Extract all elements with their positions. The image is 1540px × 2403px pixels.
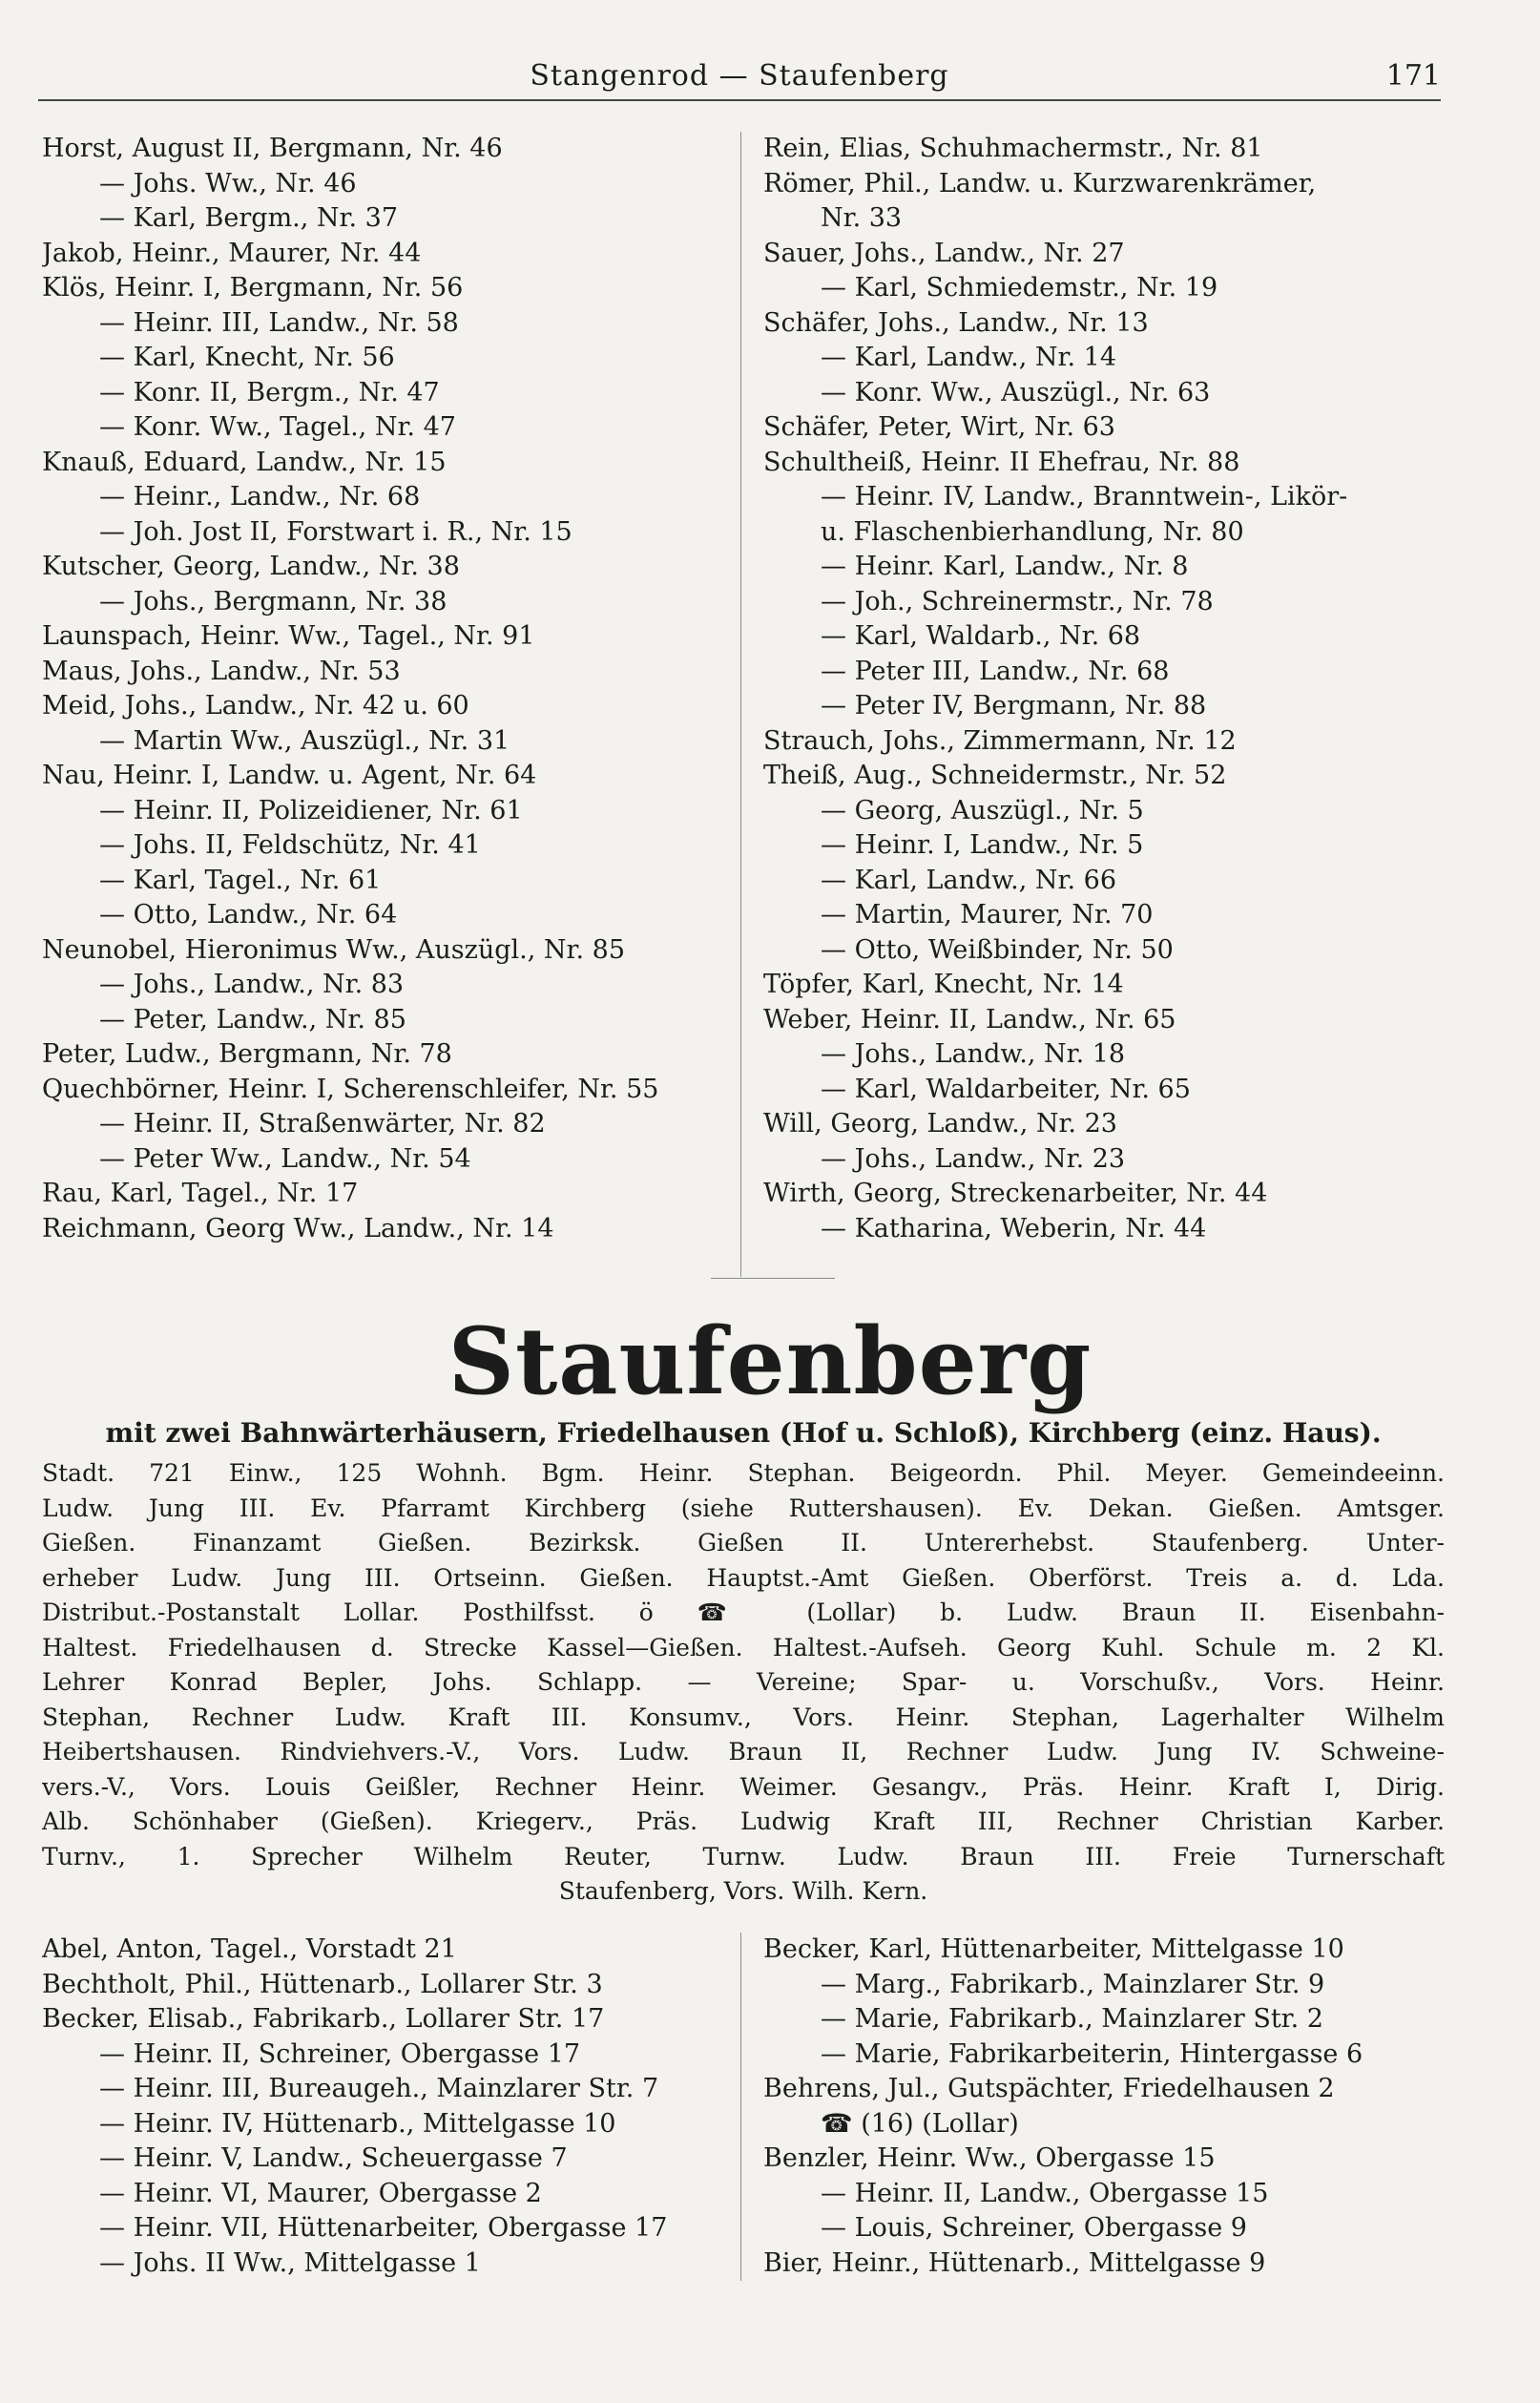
- list-item: — Heinr. IV, Hüttenarb., Mittelgasse 10: [99, 2108, 616, 2139]
- list-item: Nau, Heinr. I, Landw. u. Agent, Nr. 64: [42, 761, 537, 790]
- list-item: — Georg, Auszügl., Nr. 5: [821, 795, 1144, 825]
- list-item: Töpfer, Karl, Knecht, Nr. 14: [763, 970, 1124, 999]
- list-item: — Louis, Schreiner, Obergasse 9: [821, 2213, 1247, 2243]
- list-item: Launspach, Heinr. Ww., Tagel., Nr. 91: [42, 621, 535, 651]
- list-item: — Johs. II, Feldschütz, Nr. 41: [99, 830, 481, 860]
- list-item: — Heinr., Landw., Nr. 68: [99, 482, 421, 512]
- list-item: — Johs., Landw., Nr. 18: [821, 1039, 1126, 1069]
- list-item: Römer, Phil., Landw. u. Kurzwarenkrämer,: [763, 168, 1317, 199]
- list-item: — Martin Ww., Auszügl., Nr. 31: [99, 725, 510, 756]
- list-item: Becker, Elisab., Fabrikarb., Lollarer Str. 17: [42, 2004, 605, 2034]
- list-item: Schäfer, Johs., Landw., Nr. 13: [763, 307, 1149, 338]
- list-item: — Marie, Fabrikarbeiterin, Hintergasse 6: [821, 2038, 1363, 2069]
- list-item: Meid, Johs., Landw., Nr. 42 u. 60: [42, 691, 469, 721]
- list-item: — Heinr. VII, Hüttenarbeiter, Obergasse 17: [99, 2213, 668, 2243]
- list-item: — Heinr. Karl, Landw., Nr. 8: [821, 552, 1189, 581]
- paragraph-line: vers.-V., Vors. Louis Geißler, Rechner Heinr. Weimer. Gesangv., Präs. Heinr. Kraft I, Dirig.: [42, 1772, 1445, 1801]
- list-item: Nr. 33: [821, 203, 903, 233]
- list-item: Wirth, Georg, Streckenarbeiter, Nr. 44: [763, 1179, 1268, 1208]
- top-right-column: [763, 132, 1450, 1246]
- list-item: Strauch, Johs., Zimmermann, Nr. 12: [763, 725, 1237, 756]
- column-divider-bottom: [740, 1933, 741, 2281]
- paragraph-line: Haltest. Friedelhausen d. Strecke Kassel—Gießen. Haltest.-Aufseh. Georg Kuhl. Schule m. 2 Kl.: [42, 1633, 1445, 1661]
- paragraph-line: Gießen. Finanzamt Gießen. Bezirksk. Gießen II. Untererhebst. Staufenberg. Unter-: [42, 1529, 1445, 1557]
- list-item: Rein, Elias, Schuhmachermstr., Nr. 81: [763, 134, 1263, 163]
- list-item: — Heinr. III, Landw., Nr. 58: [99, 307, 459, 338]
- list-item: — Otto, Landw., Nr. 64: [99, 900, 398, 930]
- list-item: — Karl, Landw., Nr. 66: [821, 865, 1116, 895]
- list-item: — Johs. II Ww., Mittelgasse 1: [99, 2247, 481, 2278]
- bottom-right-column: [763, 1933, 1450, 2281]
- paragraph-line: Ludw. Jung III. Ev. Pfarramt Kirchberg (siehe Ruttershausen). Ev. Dekan. Gießen. Amtsger.: [42, 1494, 1445, 1522]
- list-item: Abel, Anton, Tagel., Vorstadt 21: [42, 1934, 457, 1964]
- column-divider: [740, 132, 741, 1277]
- top-left-column: [42, 132, 729, 1246]
- list-item: Schäfer, Peter, Wirt, Nr. 63: [763, 412, 1115, 442]
- list-item: — Heinr. II, Schreiner, Obergasse 17: [99, 2038, 581, 2069]
- list-item: Sauer, Johs., Landw., Nr. 27: [763, 238, 1125, 268]
- paragraph-line: erheber Ludw. Jung III. Ortseinn. Gießen. Hauptst.-Amt Gießen. Oberförst. Treis a. d. Lda.: [42, 1563, 1445, 1592]
- list-item: — Peter, Landw., Nr. 85: [99, 1004, 406, 1034]
- list-item: — Johs., Landw., Nr. 23: [821, 1143, 1126, 1174]
- list-item: Bier, Heinr., Hüttenarb., Mittelgasse 9: [763, 2247, 1266, 2278]
- section-separator: [711, 1278, 835, 1279]
- list-item: — Marie, Fabrikarb., Mainzlarer Str. 2: [821, 2004, 1323, 2034]
- list-item: Behrens, Jul., Gutspächter, Friedelhausen 2: [763, 2074, 1335, 2103]
- list-item: — Karl, Knecht, Nr. 56: [99, 343, 395, 372]
- list-item: u. Flaschenbierhandlung, Nr. 80: [821, 516, 1244, 547]
- list-item: — Karl, Waldarb., Nr. 68: [821, 621, 1141, 651]
- list-item: Neunobel, Hieronimus Ww., Auszügl., Nr. 85: [42, 934, 625, 965]
- paragraph-line: Stadt. 721 Einw., 125 Wohnh. Bgm. Heinr. Stephan. Beigeordn. Phil. Meyer. Gemeindeeinn.: [42, 1459, 1445, 1487]
- list-item: ☎ (16) (Lollar): [821, 2108, 1019, 2139]
- list-item: Rau, Karl, Tagel., Nr. 17: [42, 1179, 359, 1208]
- list-item: — Heinr. IV, Landw., Branntwein-, Likör-: [821, 482, 1348, 512]
- list-item: — Karl, Tagel., Nr. 61: [99, 865, 382, 895]
- list-item: — Martin, Maurer, Nr. 70: [821, 900, 1154, 930]
- list-item: — Karl, Schmiedemstr., Nr. 19: [821, 273, 1218, 303]
- list-item: Quechbörner, Heinr. I, Scherenschleifer, Nr. 55: [42, 1074, 659, 1104]
- list-item: — Heinr. II, Straßenwärter, Nr. 82: [99, 1109, 546, 1139]
- list-item: — Joh., Schreinermstr., Nr. 78: [821, 586, 1214, 616]
- list-item: Knauß, Eduard, Landw., Nr. 15: [42, 447, 447, 477]
- list-item: Becker, Karl, Hüttenarbeiter, Mittelgasse 10: [763, 1934, 1344, 1964]
- list-item: — Otto, Weißbinder, Nr. 50: [821, 934, 1174, 965]
- section-subtitle: mit zwei Bahnwärterhäusern, Friedelhausen (Hof u. Schloß), Kirchberg (einz. Haus).: [105, 1417, 1382, 1449]
- list-item: Weber, Heinr. II, Landw., Nr. 65: [763, 1004, 1176, 1034]
- list-item: Benzler, Heinr. Ww., Obergasse 15: [763, 2143, 1216, 2173]
- section-title: Staufenberg: [447, 1307, 1093, 1415]
- list-item: — Katharina, Weberin, Nr. 44: [821, 1213, 1207, 1243]
- list-item: Jakob, Heinr., Maurer, Nr. 44: [42, 238, 422, 268]
- paragraph-line: Heibertshausen. Rindviehvers.-V., Vors. Ludw. Braun II, Rechner Ludw. Jung IV. Schweine-: [42, 1738, 1445, 1766]
- paragraph-line: Alb. Schönhaber (Gießen). Kriegerv., Präs. Ludwig Kraft III, Rechner Christian Karber.: [42, 1807, 1445, 1835]
- list-item: — Konr. II, Bergm., Nr. 47: [99, 377, 440, 407]
- list-item: — Peter IV, Bergmann, Nr. 88: [821, 691, 1207, 721]
- list-item: — Konr. Ww., Tagel., Nr. 47: [99, 412, 456, 442]
- list-item: — Karl, Bergm., Nr. 37: [99, 203, 399, 233]
- list-item: — Karl, Landw., Nr. 14: [821, 343, 1116, 372]
- list-item: Klös, Heinr. I, Bergmann, Nr. 56: [42, 273, 464, 303]
- list-item: — Karl, Waldarbeiter, Nr. 65: [821, 1074, 1191, 1104]
- page-number: 171: [1385, 59, 1441, 93]
- list-item: Bechtholt, Phil., Hüttenarb., Lollarer Str. 3: [42, 1969, 603, 1999]
- paragraph-line: Stephan, Rechner Ludw. Kraft III. Konsumv., Vors. Heinr. Stephan, Lagerhalter Wilhelm: [42, 1703, 1445, 1731]
- running-title: Stangenrod — Staufenberg: [530, 59, 949, 93]
- list-item: — Heinr. II, Landw., Obergasse 15: [821, 2178, 1269, 2208]
- header-rule: [38, 99, 1441, 101]
- bottom-left-column: [42, 1933, 729, 2281]
- list-item: — Johs. Ww., Nr. 46: [99, 168, 357, 199]
- paragraph-line: Turnv., 1. Sprecher Wilhelm Reuter, Turnw. Ludw. Braun III. Freie Turnerschaft: [42, 1842, 1445, 1870]
- list-item: — Konr. Ww., Auszügl., Nr. 63: [821, 377, 1211, 407]
- paragraph-line: Distribut.-Postanstalt Lollar. Posthilfsst. ö ☎ (Lollar) b. Ludw. Braun II. Eisenbahn-: [42, 1599, 1445, 1626]
- list-item: — Heinr. III, Bureaugeh., Mainzlarer Str. 7: [99, 2074, 659, 2103]
- paragraph-line: Staufenberg, Vors. Wilh. Kern.: [558, 1877, 928, 1905]
- list-item: — Joh. Jost II, Forstwart i. R., Nr. 15: [99, 516, 572, 547]
- list-item: — Peter III, Landw., Nr. 68: [821, 656, 1170, 686]
- list-item: Horst, August II, Bergmann, Nr. 46: [42, 134, 503, 163]
- list-item: Reichmann, Georg Ww., Landw., Nr. 14: [42, 1213, 554, 1243]
- list-item: Maus, Johs., Landw., Nr. 53: [42, 656, 401, 686]
- list-item: — Heinr. I, Landw., Nr. 5: [821, 830, 1144, 860]
- list-item: — Marg., Fabrikarb., Mainzlarer Str. 9: [821, 1969, 1325, 1999]
- list-item: — Heinr. V, Landw., Scheuergasse 7: [99, 2143, 568, 2173]
- list-item: — Johs., Landw., Nr. 83: [99, 970, 405, 999]
- town-description: [42, 1456, 1445, 1910]
- list-item: Peter, Ludw., Bergmann, Nr. 78: [42, 1039, 452, 1069]
- list-item: Theiß, Aug., Schneidermstr., Nr. 52: [763, 761, 1227, 790]
- list-item: — Johs., Bergmann, Nr. 38: [99, 586, 447, 616]
- list-item: — Heinr. VI, Maurer, Obergasse 2: [99, 2178, 542, 2208]
- list-item: Kutscher, Georg, Landw., Nr. 38: [42, 552, 460, 581]
- list-item: — Heinr. II, Polizeidiener, Nr. 61: [99, 795, 523, 825]
- page-header: [38, 59, 1441, 97]
- paragraph-line: Lehrer Konrad Bepler, Johs. Schlapp. — Vereine; Spar- u. Vorschußv., Vors. Heinr.: [42, 1668, 1445, 1696]
- list-item: — Peter Ww., Landw., Nr. 54: [99, 1143, 471, 1174]
- list-item: Schultheiß, Heinr. II Ehefrau, Nr. 88: [763, 447, 1240, 477]
- list-item: Will, Georg, Landw., Nr. 23: [763, 1109, 1117, 1139]
